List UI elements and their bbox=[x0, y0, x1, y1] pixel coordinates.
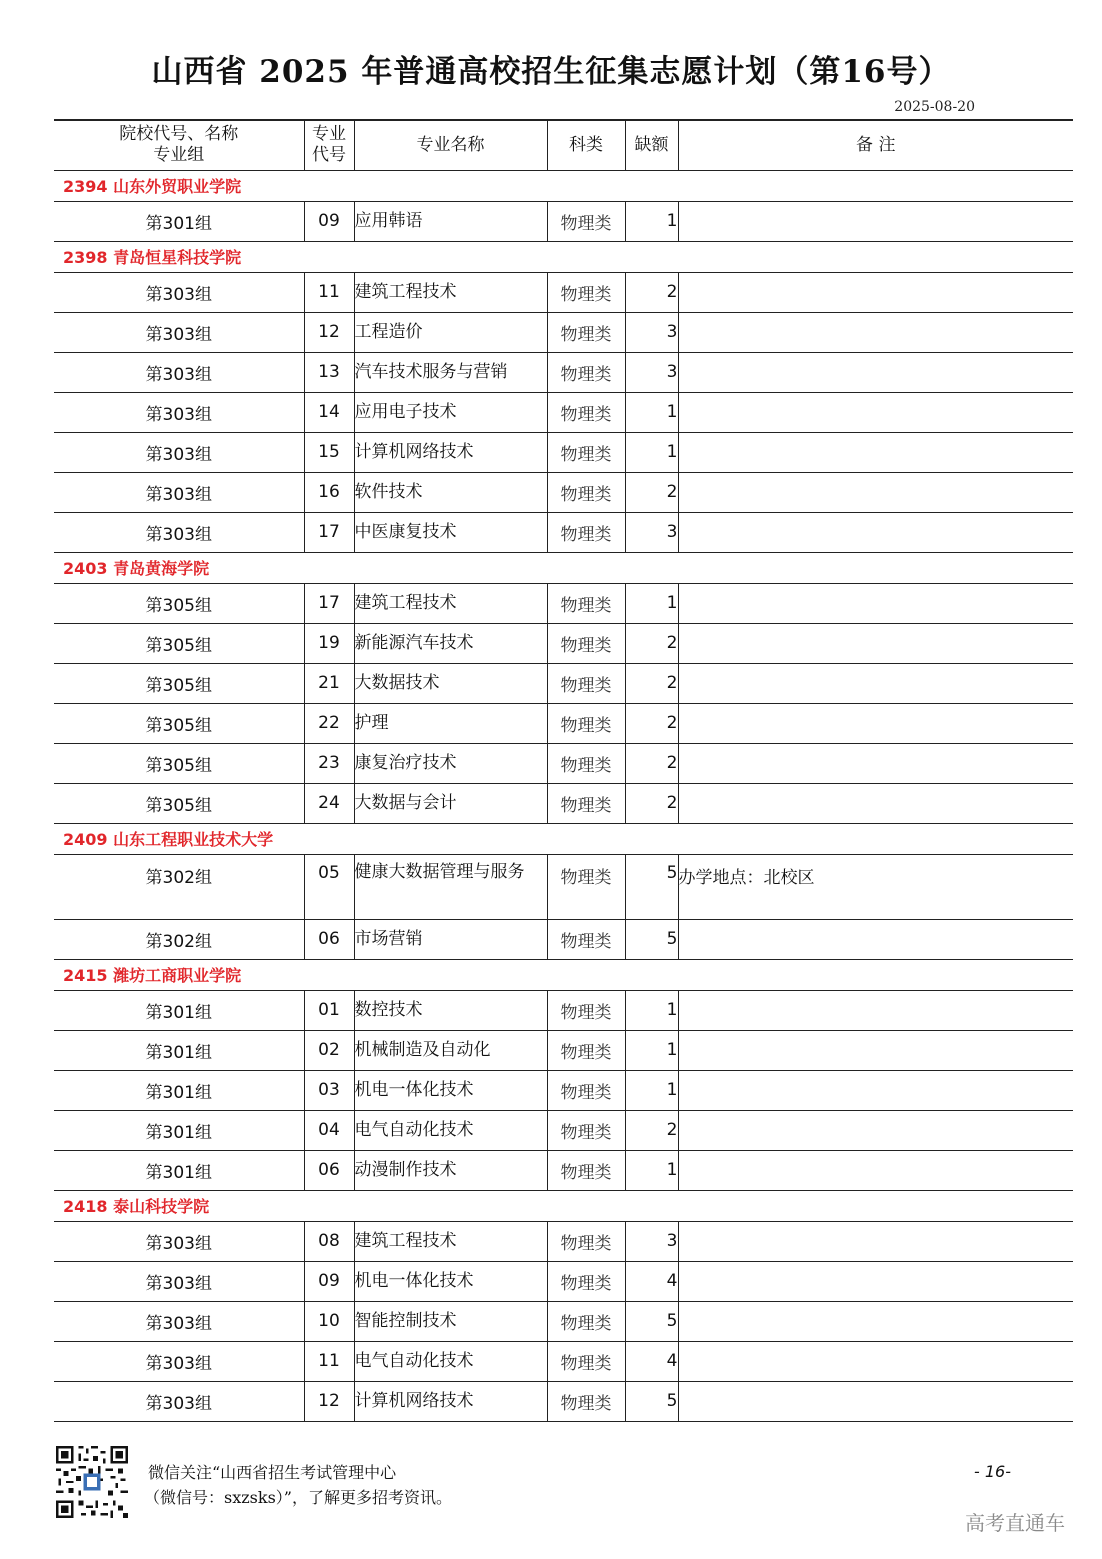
major-name-cell: 动漫制作技术 bbox=[354, 1150, 547, 1190]
header-category: 科类 bbox=[547, 120, 625, 170]
vacancy-cell: 1 bbox=[625, 1070, 678, 1110]
vacancy-cell: 5 bbox=[625, 1381, 678, 1421]
vacancy-cell: 3 bbox=[625, 312, 678, 352]
note-cell bbox=[678, 1301, 1073, 1341]
major-name-cell: 建筑工程技术 bbox=[354, 272, 547, 312]
note-cell bbox=[678, 1070, 1073, 1110]
table-row bbox=[54, 854, 1073, 919]
note-cell bbox=[678, 1110, 1073, 1150]
vacancy-cell: 3 bbox=[625, 1221, 678, 1261]
category-cell: 物理类 bbox=[547, 743, 625, 783]
group-cell: 第301组 bbox=[54, 1030, 304, 1070]
major-name-cell: 机电一体化技术 bbox=[354, 1261, 547, 1301]
major-code-cell: 01 bbox=[304, 990, 354, 1030]
category-cell: 物理类 bbox=[547, 1030, 625, 1070]
major-code-cell: 22 bbox=[304, 703, 354, 743]
vacancy-cell: 2 bbox=[625, 1110, 678, 1150]
group-cell: 第305组 bbox=[54, 743, 304, 783]
group-cell: 第301组 bbox=[54, 1070, 304, 1110]
category-cell: 物理类 bbox=[547, 583, 625, 623]
vacancy-cell: 1 bbox=[625, 432, 678, 472]
major-code-cell: 09 bbox=[304, 1261, 354, 1301]
major-code-cell: 03 bbox=[304, 1070, 354, 1110]
vacancy-cell: 5 bbox=[625, 919, 678, 959]
group-cell: 第303组 bbox=[54, 272, 304, 312]
note-cell bbox=[678, 1341, 1073, 1381]
category-cell: 物理类 bbox=[547, 512, 625, 552]
note-cell bbox=[678, 312, 1073, 352]
table-row bbox=[54, 1070, 1073, 1110]
note-cell bbox=[678, 703, 1073, 743]
publish-date: 2025-08-20 bbox=[894, 99, 975, 115]
major-code-cell: 04 bbox=[304, 1110, 354, 1150]
category-cell: 物理类 bbox=[547, 1110, 625, 1150]
institution-name: 2409 山东工程职业技术大学 bbox=[54, 823, 1073, 854]
major-name-cell: 应用韩语 bbox=[354, 201, 547, 241]
major-name-cell: 建筑工程技术 bbox=[354, 583, 547, 623]
category-cell: 物理类 bbox=[547, 1221, 625, 1261]
group-cell: 第305组 bbox=[54, 663, 304, 703]
table-row bbox=[54, 663, 1073, 703]
major-code-cell: 24 bbox=[304, 783, 354, 823]
major-code-cell: 12 bbox=[304, 1381, 354, 1421]
institution-row bbox=[54, 241, 1073, 272]
table-row bbox=[54, 432, 1073, 472]
table-row bbox=[54, 392, 1073, 432]
major-name-cell: 汽车技术服务与营销 bbox=[354, 352, 547, 392]
major-code-cell: 23 bbox=[304, 743, 354, 783]
table-body bbox=[54, 170, 1073, 1421]
note-cell bbox=[678, 272, 1073, 312]
group-cell: 第303组 bbox=[54, 352, 304, 392]
note-cell: 办学地点：北校区 bbox=[678, 854, 1073, 919]
vacancy-cell: 1 bbox=[625, 1030, 678, 1070]
major-code-cell: 02 bbox=[304, 1030, 354, 1070]
group-cell: 第305组 bbox=[54, 783, 304, 823]
table-row bbox=[54, 743, 1073, 783]
page-number: - 16- bbox=[974, 1462, 1011, 1481]
major-code-cell: 17 bbox=[304, 512, 354, 552]
group-cell: 第303组 bbox=[54, 1381, 304, 1421]
table-row bbox=[54, 1341, 1073, 1381]
table-row bbox=[54, 352, 1073, 392]
vacancy-cell: 1 bbox=[625, 1150, 678, 1190]
group-cell: 第303组 bbox=[54, 512, 304, 552]
note-cell bbox=[678, 990, 1073, 1030]
major-code-cell: 11 bbox=[304, 272, 354, 312]
header-school: 院校代号、名称 bbox=[119, 124, 239, 145]
vacancy-cell: 1 bbox=[625, 583, 678, 623]
major-code-cell: 17 bbox=[304, 583, 354, 623]
institution-name: 2398 青岛恒星科技学院 bbox=[54, 241, 1073, 272]
note-cell bbox=[678, 1030, 1073, 1070]
category-cell: 物理类 bbox=[547, 663, 625, 703]
major-name-cell: 计算机网络技术 bbox=[354, 1381, 547, 1421]
institution-row bbox=[54, 1190, 1073, 1221]
header-code-line1: 专业 bbox=[312, 124, 346, 145]
institution-row bbox=[54, 552, 1073, 583]
table-header-row bbox=[54, 120, 1073, 170]
group-cell: 第301组 bbox=[54, 1110, 304, 1150]
group-cell: 第305组 bbox=[54, 583, 304, 623]
major-name-cell: 工程造价 bbox=[354, 312, 547, 352]
note-cell bbox=[678, 1381, 1073, 1421]
category-cell: 物理类 bbox=[547, 1341, 625, 1381]
category-cell: 物理类 bbox=[547, 703, 625, 743]
vacancy-cell: 2 bbox=[625, 783, 678, 823]
major-name-cell: 护理 bbox=[354, 703, 547, 743]
major-code-cell: 08 bbox=[304, 1221, 354, 1261]
vacancy-cell: 5 bbox=[625, 1301, 678, 1341]
qr-code-icon bbox=[56, 1446, 128, 1518]
category-cell: 物理类 bbox=[547, 272, 625, 312]
header-major: 专业名称 bbox=[354, 120, 547, 170]
wechat-notice bbox=[144, 1460, 452, 1510]
major-name-cell: 电气自动化技术 bbox=[354, 1110, 547, 1150]
note-cell bbox=[678, 512, 1073, 552]
table-row bbox=[54, 1301, 1073, 1341]
major-code-cell: 11 bbox=[304, 1341, 354, 1381]
note-cell bbox=[678, 743, 1073, 783]
vacancy-cell: 1 bbox=[625, 392, 678, 432]
group-cell: 第303组 bbox=[54, 1261, 304, 1301]
category-cell: 物理类 bbox=[547, 352, 625, 392]
group-cell: 第302组 bbox=[54, 919, 304, 959]
group-cell: 第303组 bbox=[54, 472, 304, 512]
major-name-cell: 机电一体化技术 bbox=[354, 1070, 547, 1110]
vacancy-cell: 1 bbox=[625, 990, 678, 1030]
category-cell: 物理类 bbox=[547, 1381, 625, 1421]
wechat-notice-line1: 微信关注“山西省招生考试管理中心 bbox=[148, 1463, 397, 1482]
category-cell: 物理类 bbox=[547, 432, 625, 472]
watermark: 高考直通车 bbox=[965, 1511, 1065, 1535]
major-name-cell: 大数据与会计 bbox=[354, 783, 547, 823]
note-cell bbox=[678, 783, 1073, 823]
vacancy-cell: 3 bbox=[625, 352, 678, 392]
table-row bbox=[54, 583, 1073, 623]
table-row bbox=[54, 1381, 1073, 1421]
major-name-cell: 软件技术 bbox=[354, 472, 547, 512]
note-cell bbox=[678, 392, 1073, 432]
header-code bbox=[304, 120, 354, 170]
category-cell: 物理类 bbox=[547, 623, 625, 663]
major-name-cell: 康复治疗技术 bbox=[354, 743, 547, 783]
major-name-cell: 应用电子技术 bbox=[354, 392, 547, 432]
page-title: 山西省 2025 年普通高校招生征集志愿计划（第16号） bbox=[151, 54, 951, 90]
header-vacancy: 缺额 bbox=[625, 120, 678, 170]
table-row bbox=[54, 201, 1073, 241]
major-code-cell: 21 bbox=[304, 663, 354, 703]
category-cell: 物理类 bbox=[547, 312, 625, 352]
major-name-cell: 建筑工程技术 bbox=[354, 1221, 547, 1261]
institution-row bbox=[54, 823, 1073, 854]
header-note: 备 注 bbox=[678, 120, 1073, 170]
group-cell: 第301组 bbox=[54, 990, 304, 1030]
major-name-cell: 市场营销 bbox=[354, 919, 547, 959]
note-cell bbox=[678, 1261, 1073, 1301]
vacancy-cell: 2 bbox=[625, 743, 678, 783]
vacancy-cell: 2 bbox=[625, 663, 678, 703]
major-code-cell: 12 bbox=[304, 312, 354, 352]
group-cell: 第302组 bbox=[54, 854, 304, 919]
major-name-cell: 中医康复技术 bbox=[354, 512, 547, 552]
table-row bbox=[54, 472, 1073, 512]
institution-name: 2418 泰山科技学院 bbox=[54, 1190, 1073, 1221]
major-code-cell: 13 bbox=[304, 352, 354, 392]
note-cell bbox=[678, 352, 1073, 392]
group-cell: 第303组 bbox=[54, 312, 304, 352]
category-cell: 物理类 bbox=[547, 1261, 625, 1301]
group-cell: 第303组 bbox=[54, 1341, 304, 1381]
table-row bbox=[54, 512, 1073, 552]
category-cell: 物理类 bbox=[547, 392, 625, 432]
note-cell bbox=[678, 1221, 1073, 1261]
table-row bbox=[54, 990, 1073, 1030]
category-cell: 物理类 bbox=[547, 1301, 625, 1341]
table-row bbox=[54, 1030, 1073, 1070]
group-cell: 第303组 bbox=[54, 432, 304, 472]
major-code-cell: 06 bbox=[304, 919, 354, 959]
category-cell: 物理类 bbox=[547, 854, 625, 919]
group-cell: 第301组 bbox=[54, 1150, 304, 1190]
header-group: 专业组 bbox=[153, 145, 205, 166]
note-cell bbox=[678, 663, 1073, 703]
major-code-cell: 19 bbox=[304, 623, 354, 663]
note-cell bbox=[678, 623, 1073, 663]
major-code-cell: 16 bbox=[304, 472, 354, 512]
institution-row bbox=[54, 959, 1073, 990]
table-row bbox=[54, 1110, 1073, 1150]
table-row bbox=[54, 783, 1073, 823]
category-cell: 物理类 bbox=[547, 1070, 625, 1110]
category-cell: 物理类 bbox=[547, 783, 625, 823]
major-name-cell: 大数据技术 bbox=[354, 663, 547, 703]
table-row bbox=[54, 1261, 1073, 1301]
vacancy-cell: 1 bbox=[625, 201, 678, 241]
category-cell: 物理类 bbox=[547, 201, 625, 241]
major-name-cell: 新能源汽车技术 bbox=[354, 623, 547, 663]
major-name-cell: 数控技术 bbox=[354, 990, 547, 1030]
institution-name: 2415 潍坊工商职业学院 bbox=[54, 959, 1073, 990]
major-name-cell: 健康大数据管理与服务 bbox=[354, 854, 547, 919]
note-cell bbox=[678, 201, 1073, 241]
group-cell: 第303组 bbox=[54, 392, 304, 432]
category-cell: 物理类 bbox=[547, 472, 625, 512]
major-code-cell: 10 bbox=[304, 1301, 354, 1341]
institution-name: 2403 青岛黄海学院 bbox=[54, 552, 1073, 583]
table-row bbox=[54, 703, 1073, 743]
major-code-cell: 05 bbox=[304, 854, 354, 919]
major-code-cell: 09 bbox=[304, 201, 354, 241]
table-row bbox=[54, 1221, 1073, 1261]
major-code-cell: 15 bbox=[304, 432, 354, 472]
note-cell bbox=[678, 432, 1073, 472]
note-cell bbox=[678, 583, 1073, 623]
wechat-notice-line2: （微信号：sxzsks）”，了解更多招考资讯。 bbox=[144, 1488, 452, 1507]
group-cell: 第303组 bbox=[54, 1221, 304, 1261]
table-row bbox=[54, 919, 1073, 959]
note-cell bbox=[678, 472, 1073, 512]
note-cell bbox=[678, 1150, 1073, 1190]
category-cell: 物理类 bbox=[547, 1150, 625, 1190]
category-cell: 物理类 bbox=[547, 990, 625, 1030]
vacancy-cell: 4 bbox=[625, 1261, 678, 1301]
header-school-group bbox=[54, 120, 304, 170]
note-cell bbox=[678, 919, 1073, 959]
institution-name: 2394 山东外贸职业学院 bbox=[54, 170, 1073, 201]
group-cell: 第301组 bbox=[54, 201, 304, 241]
institution-row bbox=[54, 170, 1073, 201]
vacancy-cell: 2 bbox=[625, 623, 678, 663]
vacancy-cell: 5 bbox=[625, 854, 678, 919]
major-name-cell: 计算机网络技术 bbox=[354, 432, 547, 472]
category-cell: 物理类 bbox=[547, 919, 625, 959]
major-name-cell: 电气自动化技术 bbox=[354, 1341, 547, 1381]
vacancy-cell: 4 bbox=[625, 1341, 678, 1381]
table-row bbox=[54, 623, 1073, 663]
table-row bbox=[54, 1150, 1073, 1190]
vacancy-cell: 2 bbox=[625, 472, 678, 512]
enrollment-plan-table bbox=[54, 119, 1073, 1422]
major-code-cell: 06 bbox=[304, 1150, 354, 1190]
major-name-cell: 机械制造及自动化 bbox=[354, 1030, 547, 1070]
group-cell: 第305组 bbox=[54, 703, 304, 743]
table-row bbox=[54, 272, 1073, 312]
major-name-cell: 智能控制技术 bbox=[354, 1301, 547, 1341]
vacancy-cell: 2 bbox=[625, 703, 678, 743]
vacancy-cell: 3 bbox=[625, 512, 678, 552]
table-row bbox=[54, 312, 1073, 352]
vacancy-cell: 2 bbox=[625, 272, 678, 312]
major-code-cell: 14 bbox=[304, 392, 354, 432]
group-cell: 第303组 bbox=[54, 1301, 304, 1341]
group-cell: 第305组 bbox=[54, 623, 304, 663]
header-code-line2: 代号 bbox=[312, 145, 346, 166]
